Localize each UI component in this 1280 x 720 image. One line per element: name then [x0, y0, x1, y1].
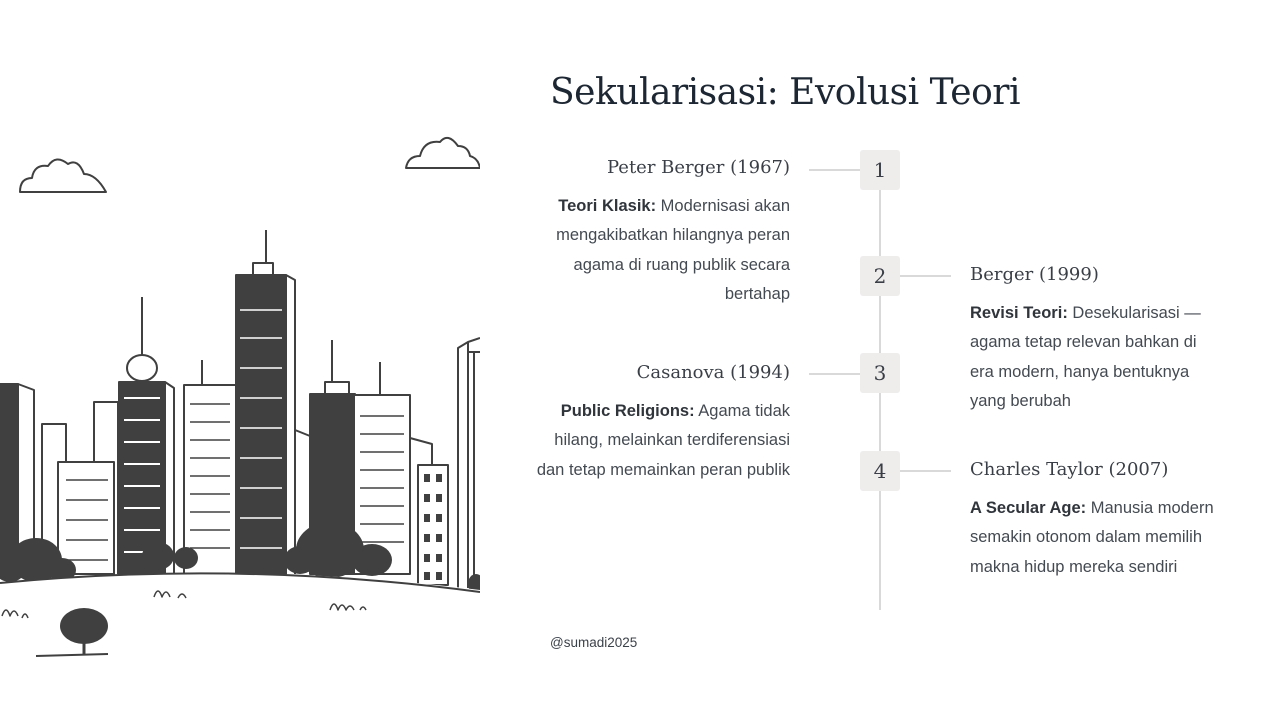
- entry-label: Revisi Teori:: [970, 304, 1068, 322]
- entry-heading: Charles Taylor (2007): [970, 459, 1169, 480]
- entry-label: Public Religions:: [560, 402, 695, 420]
- timeline-marker-1: 1: [860, 150, 900, 190]
- timeline-connector: [809, 373, 860, 375]
- entry-label: Teori Klasik:: [558, 197, 657, 215]
- timeline-connector: [809, 169, 860, 171]
- entry-heading: Casanova (1994): [636, 362, 790, 383]
- entry-description: [970, 299, 1220, 416]
- cloud-icon: [20, 159, 106, 192]
- entry-text: Modernisasi akan mengakibatkan hilangnya peran agama di ruang publik secara bertahap: [556, 197, 790, 303]
- entry-text: Manusia modern semakin otonom dalam memilih makna hidup mereka sendiri: [970, 499, 1214, 576]
- entry-description: [970, 494, 1220, 582]
- timeline-entry-berger-1967: [530, 157, 790, 309]
- entry-heading: Berger (1999): [970, 264, 1099, 285]
- entry-text: Agama tidak hilang, melainkan terdiferensiasi dan tetap memainkan peran publik: [536, 402, 790, 479]
- author-handle: @sumadi2025: [550, 635, 638, 650]
- timeline-marker-4: 4: [860, 451, 900, 491]
- entry-heading: Peter Berger (1967): [606, 157, 790, 178]
- timeline-entry-taylor-2007: [970, 459, 1220, 582]
- entry-description: [530, 192, 790, 309]
- entry-description: [530, 397, 790, 485]
- timeline-entry-casanova-1994: [530, 362, 790, 485]
- timeline-connector: [900, 470, 951, 472]
- timeline-marker-3: 3: [860, 353, 900, 393]
- entry-text: Desekularisasi — agama tetap relevan bahkan di era modern, hanya bentuknya yang berubah: [970, 304, 1201, 410]
- entry-label: A Secular Age:: [970, 499, 1087, 517]
- timeline-entry-berger-1999: [970, 264, 1220, 416]
- city-skyline-illustration: [0, 120, 480, 665]
- timeline-marker-2: 2: [860, 256, 900, 296]
- timeline-connector: [900, 275, 951, 277]
- cloud-icon: [406, 138, 480, 168]
- slide-title: Sekularisasi: Evolusi Teori: [550, 72, 1021, 113]
